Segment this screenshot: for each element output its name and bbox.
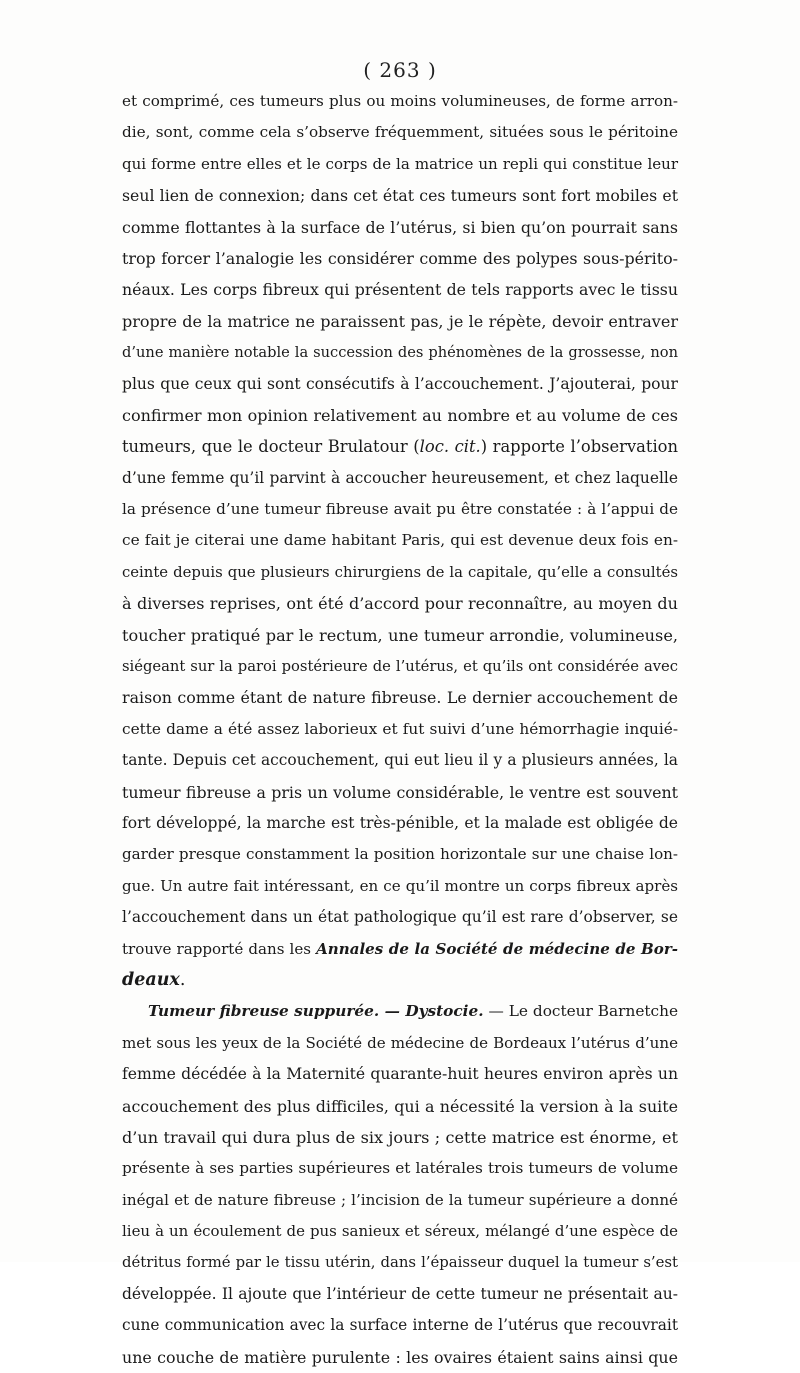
- text-run: ) rapporte l’observation: [480, 437, 679, 457]
- text-line: gue. Un autre fait intéressant, en ce qu’il montre un corps fibreux après: [122, 876, 678, 895]
- text-line: et comprimé, ces tumeurs plus ou moins volumineuses, de forme arron-: [122, 92, 678, 110]
- text-line: néaux. Les corps fibreux qui présentent de tels rapports avec le tissu: [122, 280, 678, 300]
- text-line: siégeant sur la paroi postérieure de l’utérus, et qu’ils ont considérée avec: [122, 658, 678, 676]
- text-line: l’accouchement dans un état pathologique qu’il est rare d’observer, se: [122, 908, 678, 927]
- body-text: [122, 86, 678, 1373]
- text-line: comme flottantes à la surface de l’utérus, si bien qu’on pourrait sans: [122, 217, 678, 237]
- text-line: d’une manière notable la succession des phénomènes de la grossesse, non: [122, 344, 678, 362]
- text-line: qui forme entre elles et le corps de la matrice un repli qui constitue leur: [122, 154, 678, 173]
- text-line: tante. Depuis cet accouchement, qui eut lieu il y a plusieurs années, la: [122, 751, 678, 770]
- text-line: fort développé, la marche est très-pénible, et la malade est obligée de: [122, 813, 678, 832]
- text-line: femme décédée à la Maternité quarante-huit heures environ après un: [122, 1065, 678, 1084]
- page-number: ( 263 ): [363, 58, 437, 82]
- text-line: une couche de matière purulente : les ovaires étaient sains ainsi que: [122, 1347, 678, 1367]
- italic-run: Annales de la Société de médecine de Bor-: [316, 939, 679, 958]
- text-line: développée. Il ajoute que l’intérieur de cette tumeur ne présentait au-: [122, 1284, 678, 1303]
- text-run: — Le docteur Barnetche: [483, 1002, 678, 1021]
- text-line: tumeur fibreuse a pris un volume considérable, le ventre est souvent: [122, 782, 678, 802]
- text-run: trouve rapporté dans les: [122, 939, 317, 958]
- section-heading-line: [122, 996, 678, 1027]
- text-line: [122, 934, 678, 965]
- text-run: tumeurs, que le docteur Brulatour (: [122, 437, 420, 457]
- text-line: ceinte depuis que plusieurs chirurgiens de la capitale, qu’elle a consultés: [122, 563, 678, 581]
- text-line: die, sont, comme cela s’observe fréquemment, situées sous le péritoine: [122, 123, 678, 142]
- text-line: cune communication avec la surface interne de l’utérus que recouvrait: [122, 1316, 678, 1335]
- text-line: seul lien de connexion; dans cet état ces tumeurs sont fort mobiles et: [122, 186, 678, 206]
- text-line: inégal et de nature fibreuse ; l’incision de la tumeur supérieure a donné: [122, 1190, 678, 1209]
- text-line: toucher pratiqué par le rectum, une tumeur arrondie, volumineuse,: [122, 625, 678, 645]
- text-line: garder presque constamment la position horizontale sur une chaise lon-: [122, 845, 678, 864]
- text-line: confirmer mon opinion relativement au nombre et au volume de ces: [122, 405, 678, 425]
- text-line: d’une femme qu’il parvint à accoucher heureusement, et chez laquelle: [122, 468, 678, 487]
- text-line: trop forcer l’analogie les considérer comme des polypes sous-périto-: [122, 248, 678, 268]
- text-run: .: [179, 969, 186, 990]
- text-line: [122, 431, 678, 462]
- text-line: à diverses reprises, ont été d’accord pour reconnaître, au moyen du: [122, 594, 678, 614]
- text-line: propre de la matrice ne paraissent pas, je le répète, devoir entraver: [122, 311, 678, 331]
- text-line: la présence d’une tumeur fibreuse avait pu être constatée : à l’appui de: [122, 500, 678, 519]
- text-line: présente à ses parties supérieures et latérales trois tumeurs de volume: [122, 1159, 678, 1178]
- italic-run: loc. cit.: [419, 437, 481, 457]
- text-line: plus que ceux qui sont consécutifs à l’accouchement. J’ajouterai, pour: [122, 374, 678, 393]
- text-line: raison comme étant de nature fibreuse. Le dernier accouchement de: [122, 688, 678, 708]
- text-line: détritus formé par le tissu utérin, dans l’épaisseur duquel la tumeur s’est: [122, 1254, 678, 1272]
- text-line: cette dame a été assez laborieux et fut suivi d’une hémorrhagie inquié-: [122, 719, 678, 738]
- text-line: lieu à un écoulement de pus sanieux et séreux, mélangé d’une espèce de: [122, 1222, 678, 1241]
- text-line: d’un travail qui dura plus de six jours ; cette matrice est énorme, et: [122, 1127, 678, 1147]
- italic-run: deaux: [122, 969, 180, 990]
- section-heading: Tumeur fibreuse suppurée. — Dystocie.: [148, 1002, 484, 1021]
- text-line: [122, 965, 678, 996]
- text-line: met sous les yeux de la Société de médecine de Bordeaux l’utérus d’une: [122, 1033, 678, 1052]
- text-line: accouchement des plus difficiles, qui a nécessité la version à la suite: [122, 1096, 678, 1116]
- text-line: ce fait je citerai une dame habitant Paris, qui est devenue deux fois en-: [122, 531, 678, 550]
